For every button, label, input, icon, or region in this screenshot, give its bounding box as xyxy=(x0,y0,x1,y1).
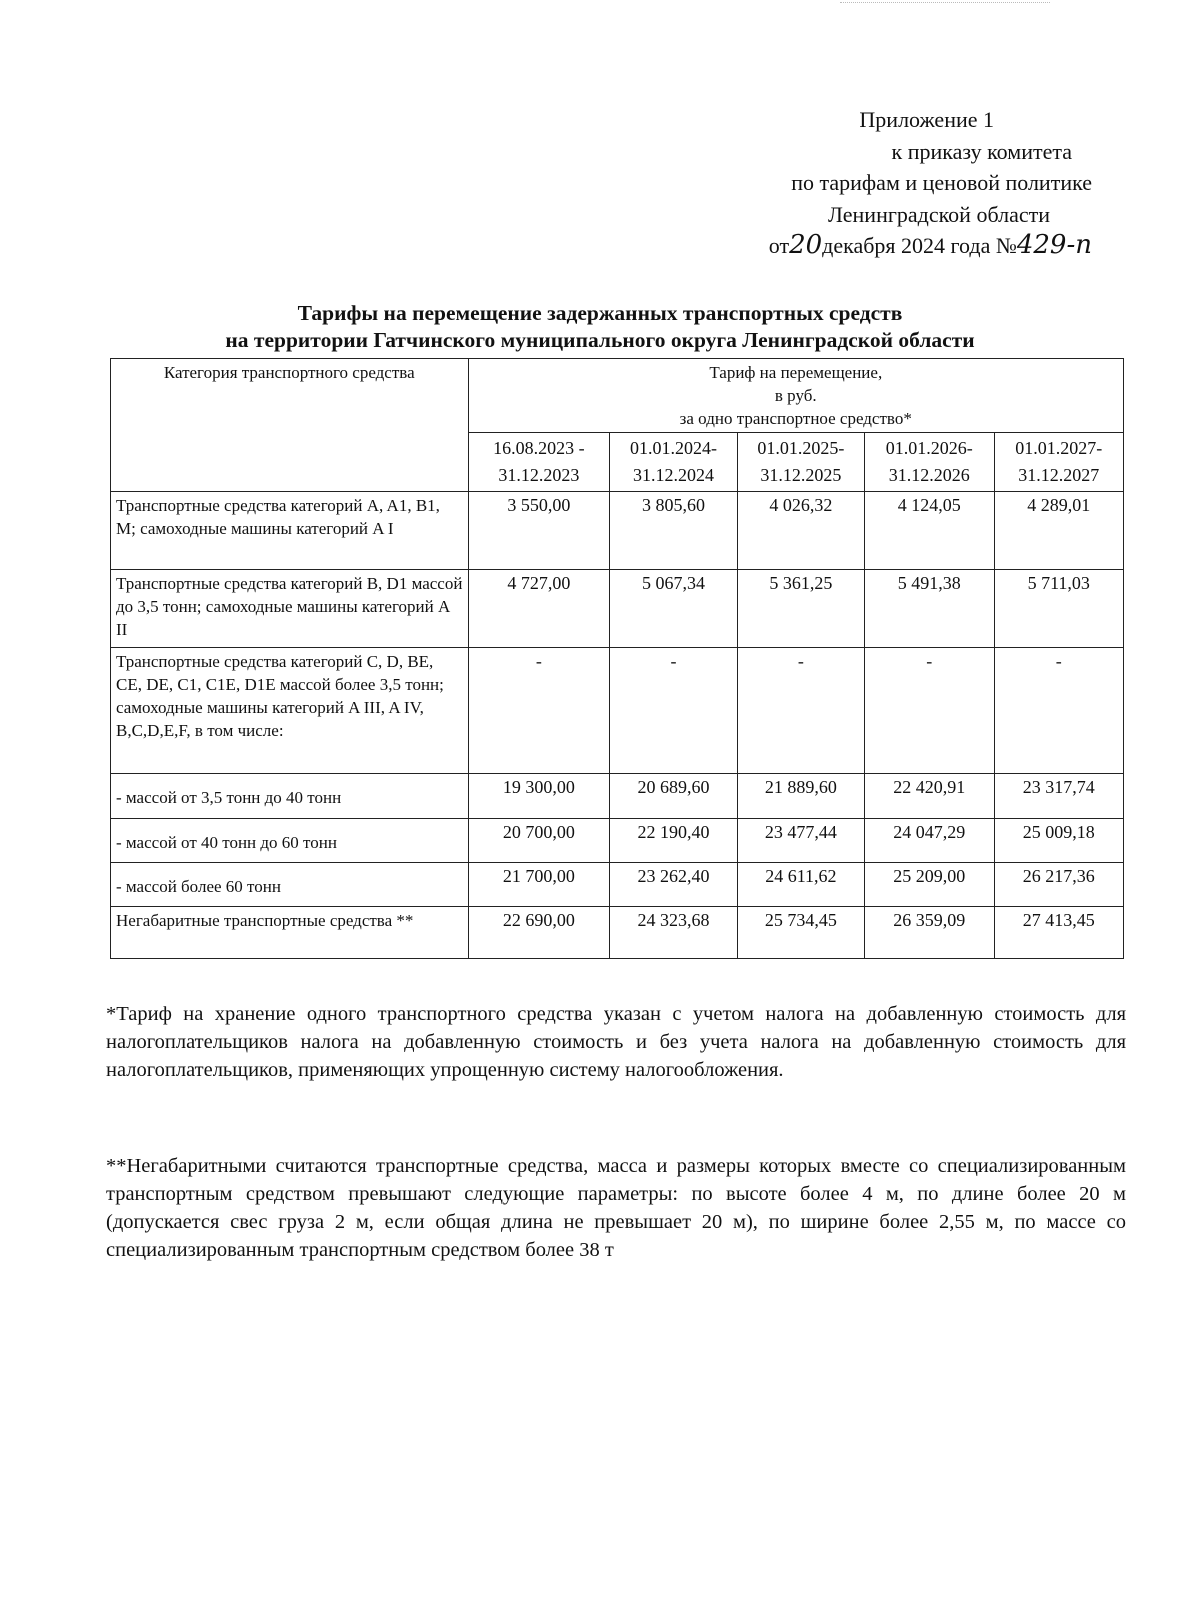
tariff-value: 19 300,00 xyxy=(468,774,610,819)
appendix-line-3: по тарифам и ценовой политике xyxy=(791,170,1092,195)
period-to: 31.12.2024 xyxy=(632,465,714,485)
date-prefix: от xyxy=(768,233,790,258)
tariff-value: 20 689,60 xyxy=(610,774,737,819)
period-to: 31.12.2025 xyxy=(760,465,842,485)
category-cell: - массой более 60 тонн xyxy=(111,863,469,907)
tariff-value: - xyxy=(737,648,864,774)
period-to: 31.12.2027 xyxy=(1018,465,1100,485)
tariff-value: 3 550,00 xyxy=(468,492,610,570)
tariff-value: 5 491,38 xyxy=(865,570,994,648)
tariff-value: - xyxy=(994,648,1124,774)
category-cell: Транспортные средства категорий A, A1, B1, M; самоходные машины категорий A I xyxy=(111,492,469,570)
tariff-value: 23 262,40 xyxy=(610,863,737,907)
period-header xyxy=(737,433,864,492)
table-row xyxy=(111,648,1124,774)
tariff-value: 22 690,00 xyxy=(468,907,610,959)
appendix-line-4: Ленинградской области xyxy=(828,201,1050,227)
tariff-value: 5 361,25 xyxy=(737,570,864,648)
document-title xyxy=(100,300,1100,354)
tariff-value: 5 067,34 xyxy=(610,570,737,648)
tariff-value: 25 734,45 xyxy=(737,907,864,959)
appendix-line-1: Приложение 1 xyxy=(859,107,994,132)
tariff-value: 25 009,18 xyxy=(994,819,1124,863)
tariff-value: 23 477,44 xyxy=(737,819,864,863)
period-from: 01.01.2027- xyxy=(1015,438,1103,458)
title-line-1: Тарифы на перемещение задержанных транспортных средств xyxy=(297,301,903,325)
period-from: 16.08.2023 - xyxy=(493,438,585,458)
tariff-value: - xyxy=(468,648,610,774)
scan-artifact xyxy=(840,2,1050,9)
date-day-handwritten: 20 xyxy=(789,230,823,260)
period-from: 01.01.2024- xyxy=(629,438,717,458)
tariff-value: - xyxy=(865,648,994,774)
table-row xyxy=(111,570,1124,648)
period-from: 01.01.2026- xyxy=(885,438,973,458)
period-to: 31.12.2026 xyxy=(888,465,970,485)
appendix-date-line xyxy=(672,230,1092,262)
tariff-value: 21 700,00 xyxy=(468,863,610,907)
tariff-value: 22 190,40 xyxy=(610,819,737,863)
tariff-value: 4 727,00 xyxy=(468,570,610,648)
tariff-value: 4 289,01 xyxy=(994,492,1124,570)
period-header xyxy=(610,433,737,492)
period-from: 01.01.2025- xyxy=(757,438,845,458)
tariff-value: 24 323,68 xyxy=(610,907,737,959)
period-to: 31.12.2023 xyxy=(498,465,580,485)
tariff-value: 4 124,05 xyxy=(865,492,994,570)
tariff-value: 25 209,00 xyxy=(865,863,994,907)
footnote-oversized: **Негабаритными считаются транспортные средства, масса и размеры которых вместе со специализированным транспортным средством превышают следующие параметры: по высоте более 4 м, по длине более 20 м (допускается свес груза 2 м, если общая длина не превышает 20 м), по ширине более 2,55 м, по массе со специализированным транспортным средством более 38 т xyxy=(106,1155,1126,1261)
table-header-row xyxy=(111,359,1124,433)
date-rest: декабря 2024 года № xyxy=(822,233,1017,258)
tariff-value: - xyxy=(610,648,737,774)
category-cell: - массой от 3,5 тонн до 40 тонн xyxy=(111,774,469,819)
appendix-header xyxy=(672,104,1092,262)
category-cell: Транспортные средства категорий C, D, BE, CE, DE, C1, C1E, D1E массой более 3,5 тонн; самоходные машины категорий A III, A IV, B,C,D,E,F, в том числе: xyxy=(111,648,469,774)
tariff-value: 26 359,09 xyxy=(865,907,994,959)
tariff-value: 24 611,62 xyxy=(737,863,864,907)
tariff-header-line-3: за одно транспортное средство* xyxy=(679,409,912,428)
tariff-value: 26 217,36 xyxy=(994,863,1124,907)
footnote-vat: *Тариф на хранение одного транспортного средства указан с учетом налога на добавленную стоимость для налогоплательщиков налога на добавленную стоимость и без учета налога на добавленную стоимость для налогоплательщиков, применяющих упрощенную систему налогообложения. xyxy=(106,1003,1126,1081)
appendix-line-2: к приказу комитета xyxy=(891,138,1072,164)
tariff-value: 4 026,32 xyxy=(737,492,864,570)
order-number-handwritten: 429-п xyxy=(1016,230,1092,260)
tariff-header-line-1: Тариф на перемещение, xyxy=(709,363,883,382)
tariff-header xyxy=(468,359,1123,433)
tariff-table xyxy=(110,358,1124,959)
table-row xyxy=(111,907,1124,959)
tariff-value: 23 317,74 xyxy=(994,774,1124,819)
category-cell: Негабаритные транспортные средства ** xyxy=(111,907,469,959)
tariff-value: 20 700,00 xyxy=(468,819,610,863)
tariff-header-line-2: в руб. xyxy=(774,386,817,405)
category-cell: - массой от 40 тонн до 60 тонн xyxy=(111,819,469,863)
table-row xyxy=(111,774,1124,819)
tariff-value: 24 047,29 xyxy=(865,819,994,863)
category-cell: Транспортные средства категорий B, D1 массой до 3,5 тонн; самоходные машины категорий A II xyxy=(111,570,469,648)
tariff-value: 27 413,45 xyxy=(994,907,1124,959)
table-row xyxy=(111,492,1124,570)
tariff-value: 21 889,60 xyxy=(737,774,864,819)
tariff-value: 5 711,03 xyxy=(994,570,1124,648)
table-row xyxy=(111,863,1124,907)
period-header xyxy=(994,433,1124,492)
period-header xyxy=(468,433,610,492)
table-row xyxy=(111,819,1124,863)
tariff-value: 22 420,91 xyxy=(865,774,994,819)
period-header xyxy=(865,433,994,492)
category-header: Категория транспортного средства xyxy=(111,359,469,492)
title-line-2: на территории Гатчинского муниципального округа Ленинградской области xyxy=(225,328,975,352)
tariff-value: 3 805,60 xyxy=(610,492,737,570)
